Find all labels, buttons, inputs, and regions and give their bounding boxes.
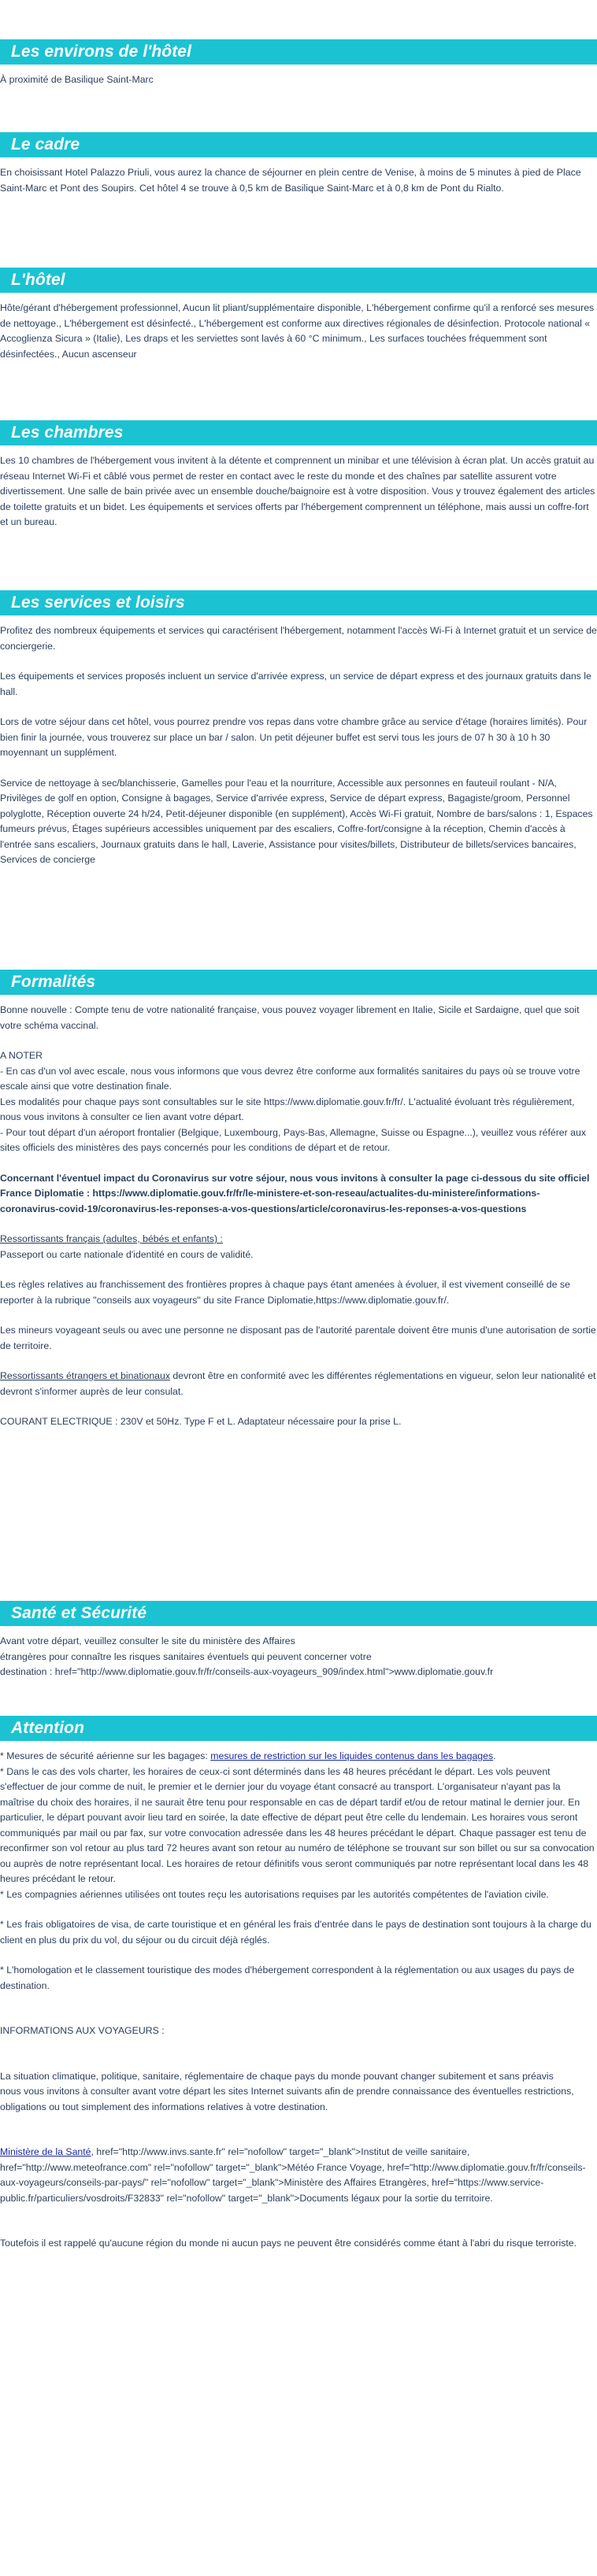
note-line: - En cas d'un vol avec escale, nous vous informons que vous devrez être conforme aux formalités sanitaires du pays où se trouve votre escale ainsi que votre destination finale. [0, 1065, 580, 1092]
useful-links-text: , href="http://www.invs.sante.fr" rel="nofollow" target="_blank">Institut de veille sanitaire, href="http://www.meteofrance.com" rel="nofollow" target="_blank">Météo France Voyage, href="http://www.diplomatie.gouv.fr/fr/conseils-aux-voyageurs/conseils-par-pays/" rel="nofollow" target="_blank">Ministère des Affaires Etrangères, href="https://www.service-public.fr/particuliers/vosdroits/F32833" rel="nofollow" target="_blank">Documents légaux pour la sortie du territoire. [0, 2146, 586, 2204]
french-nationals-text: Passeport ou carte nationale d'identité en cours de validité. [0, 1248, 254, 1260]
charter-info: * Dans le cas des vols charter, les horaires de ceux-ci sont déterminés dans les 48 heures précédant le départ. Les vols peuvent s'effectuer de jour comme de nuit, le premier et le dernier jour du voyage étant consacré au transport. L'organisateur n'ayant pas la maîtrise du choix des horaires, il ne saurait être tenu pour responsable en cas de départ tardif et/ou de retour matinal le dernier jour. En particulier, le départ pouvant avoir lieu tard en soirée, la date effective de départ peut être celle du lendemain. Les horaires vous seront communiqués par mail ou par fax, sur votre convocation adressée dans les 48 heures précédant le départ. Chaque passager est tenu de reconfirmer son vol retour au plus tard 72 heures avant son retour au numéro de téléphone se trouvant sur son billet ou sur sa convocation ou auprès de notre représentant local. Les horaires de retour définitifs vous seront communiqués par notre représentant local dans les 48 heures précédant le retour. [0, 1765, 595, 1884]
section-title: Le cadre [0, 132, 597, 157]
section-services [0, 590, 597, 868]
homologation-info: * L'homologation et le classement touristique des modes d'hébergement correspondent à la réglementation ou aux usages du pays de destination. [0, 1964, 575, 1991]
section-attention [0, 1716, 597, 2252]
airlines-info: * Les compagnies aériennes utilisées ont toutes reçu les autorisations requises par les autorités compétentes de l'aviation civile. [0, 1888, 549, 1900]
section-title: Les services et loisirs [0, 590, 597, 615]
situation-line: nous vous invitons à consulter avant votre départ les sites Internet suivants afin de prendre connaissance des éventuelles restrictions, obligations ou tout simplement des informations relatives à votre destination. [0, 2086, 574, 2112]
liquids-restriction-link[interactable]: mesures de restriction sur les liquides contenus dans les bagages [210, 1750, 494, 1761]
electric-info: COURANT ELECTRIQUE : 230V et 50Hz. Type F et L. Adaptateur nécessaire pour la prise L. [0, 1416, 402, 1427]
sante-line: destination : href="http://www.diplomatie.gouv.fr/fr/conseils-aux-voyageurs_909/index.html">www.diplomatie.gouv.fr [0, 1666, 494, 1677]
section-title: Les environs de l'hôtel [0, 39, 597, 65]
note-title: A NOTER [0, 1050, 43, 1061]
useful-links [0, 2145, 597, 2206]
section-title: Attention [0, 1716, 597, 1741]
note-line: Les modalités pour chaque pays sont consultables sur le site https://www.diplomatie.gouv.fr/fr/. L'actualité évoluant très régulièrement, nous vous invitons à consulter ce lien avant votre départ. [0, 1096, 575, 1122]
ministry-health-link[interactable]: Ministère de la Santé [0, 2146, 91, 2157]
terrorism-notice: Toutefois il est rappelé qu'aucune région du monde ni aucun pays ne peuvent être considérés comme étant à l'abri du risque terroriste. [0, 2238, 577, 2249]
section-title: Formalités [0, 970, 597, 995]
chambres-text: Les 10 chambres de l'hébergement vous invitent à la détente et comprennent un minibar et une télévision à écran plat. Un accès gratuit au réseau Internet Wi-Fi et câblé vous permet de rester en contact avec le reste du monde et des chaînes par satellite assurent votre divertissement. Une salle de bain privée avec un ensemble douche/baignoire est à votre disposition. Vous y trouvez également des articles de toilette gratuits et un bidet. Les équipements et services offerts par l'hébergement comprennent un téléphone, mais aussi un coffre-fort et un bureau. [0, 455, 595, 527]
covid-notice: Concernant l'éventuel impact du Coronavirus sur votre séjour, nous vous invitons à consulter la page ci-dessous du site officiel France Diplomatie : https://www.diplomatie.gouv.fr/fr/le-ministere-et-son-reseau/actualites-du-ministere/informations-coronavirus-covid-19/coronavirus-les-reponses-a-vos-questions/article/coronavirus-les-reponses-a-vos-questions [0, 1172, 590, 1214]
environs-text: À proximité de Basilique Saint-Marc [0, 74, 154, 85]
section-title: Santé et Sécurité [0, 1601, 597, 1626]
baggage-security-end: . [493, 1750, 496, 1761]
baggage-security-label: * Mesures de sécurité aérienne sur les bagages: [0, 1750, 211, 1761]
situation-line: La situation climatique, politique, sanitaire, réglementaire de chaque pays du monde pouvant changer subitement et sans préavis [0, 2070, 554, 2082]
sante-line: étrangères pour connaître les risques sanitaires éventuels qui peuvent concerner votre [0, 1650, 372, 1662]
section-formalites [0, 970, 597, 1430]
formalites-good-news: Bonne nouvelle : Compte tenu de votre nationalité française, vous pouvez voyager librement en Italie, Sicile et Sardaigne, quel que soit votre schéma vaccinal. [0, 1004, 580, 1031]
note-line: - Pour tout départ d'un aéroport frontalier (Belgique, Luxembourg, Pays-Bas, Allemagne, Suisse ou Espagne...), veuillez vous référer aux sites officiels des ministères des pays concernés pour les conditions de départ et de retour. [0, 1126, 586, 1153]
foreign-nationals [0, 1369, 597, 1399]
services-text-2: Les équipements et services proposés incluent un service d'arrivée express, un service de départ express et des journaux gratuits dans le hall. [0, 671, 591, 697]
services-amenities: Service de nettoyage à sec/blanchisserie, Gamelles pour l'eau et la nourriture, Accessible aux personnes en fauteuil roulant - N/A, Privilèges de golf en option, Consigne à bagages, Service d'arrivée express, Service de départ express, Bagagiste/groom, Personnel polyglotte, Réception ouverte 24 h/24, Petit-déjeuner disponible (en supplément), Accès Wi-Fi gratuit, Nombre de bars/salons : 1, Espaces fumeurs prévus, Étages supérieurs accessibles uniquement par des escaliers, Coffre-fort/consigne à la réception, Chemin d'accès à l'entrée sans escaliers, Journaux gratuits dans le hall, Laverie, Assistance pour visites/billets, Distributeur de billets/services bancaires, Services de concierge [0, 777, 593, 865]
traveler-info-title: INFORMATIONS AUX VOYAGEURS : [0, 2025, 165, 2036]
sante-line: Avant votre départ, veuillez consulter le site du ministère des Affaires [0, 1635, 295, 1646]
french-nationals-title: Ressortissants français (adultes, bébés et enfants) : [0, 1233, 223, 1244]
foreign-nationals-text: devront être en conformité avec les différentes réglementations en vigueur, selon leur nationalité et devront s'informer auprès de leur consulat. [0, 1370, 596, 1397]
foreign-nationals-title: Ressortissants étrangers et binationaux [0, 1370, 170, 1381]
minors-text: Les mineurs voyageant seuls ou avec une personne ne disposant pas de l'autorité parentale doivent être munis d'une autorisation de sortie de territoire. [0, 1325, 596, 1351]
section-environs [0, 39, 597, 88]
section-chambres [0, 420, 597, 530]
fees-info: * Les frais obligatoires de visa, de carte touristique et en général les frais d'entrée dans le pays de destination sont toujours à la charge du client en plus du prix du vol, du séjour ou du circuit déjà réglés. [0, 1919, 591, 1946]
services-text-3: Lors de votre séjour dans cet hôtel, vous pourrez prendre vos repas dans votre chambre grâce au service d'étage (horaires limités). Pour bien finir la journée, vous trouverez sur place un bar / salon. Un petit déjeuner buffet est servi tous les jours de 07 h 30 à 10 h 30 moyennant un supplément. [0, 716, 588, 758]
baggage-security [0, 1749, 597, 1765]
section-sante [0, 1601, 597, 1680]
border-rules: Les règles relatives au franchissement des frontières propres à chaque pays étant amenées à évoluer, il est vivement conseillé de se reporter à la rubrique "conseils aux voyageurs" du site France Diplomatie,https://www.diplomatie.gouv.fr/. [0, 1279, 570, 1306]
section-title: L'hôtel [0, 268, 597, 293]
section-title: Les chambres [0, 420, 597, 445]
cadre-text: En choisissant Hotel Palazzo Priuli, vous aurez la chance de séjourner en plein centre de Venise, à moins de 5 minutes à pied de Place Saint-Marc et Pont des Soupirs. Cet hôtel 4 se trouve à 0,5 km de Basilique Saint-Marc et à 0,8 km de Pont du Rialto. [0, 167, 581, 194]
hotel-text: Hôte/gérant d'hébergement professionnel, Aucun lit pliant/supplémentaire disponible, L'hébergement confirme qu'il a renforcé ses mesures de nettoyage., L'hébergement est désinfecté., L'hébergement est conforme aux directives régionales de désinfection. Protocole national « Accoglienza Sicura » (Italie), Les draps et les serviettes sont lavés à 60 °C minimum., Les surfaces touchées fréquemment sont désinfectées., Aucun ascenseur [0, 302, 595, 360]
services-text-1: Profitez des nombreux équipements et services qui caractérisent l'hébergement, notamment l'accès Wi-Fi à Internet gratuit et un service de conciergerie. [0, 625, 597, 652]
section-hotel [0, 268, 597, 362]
section-cadre [0, 132, 597, 196]
